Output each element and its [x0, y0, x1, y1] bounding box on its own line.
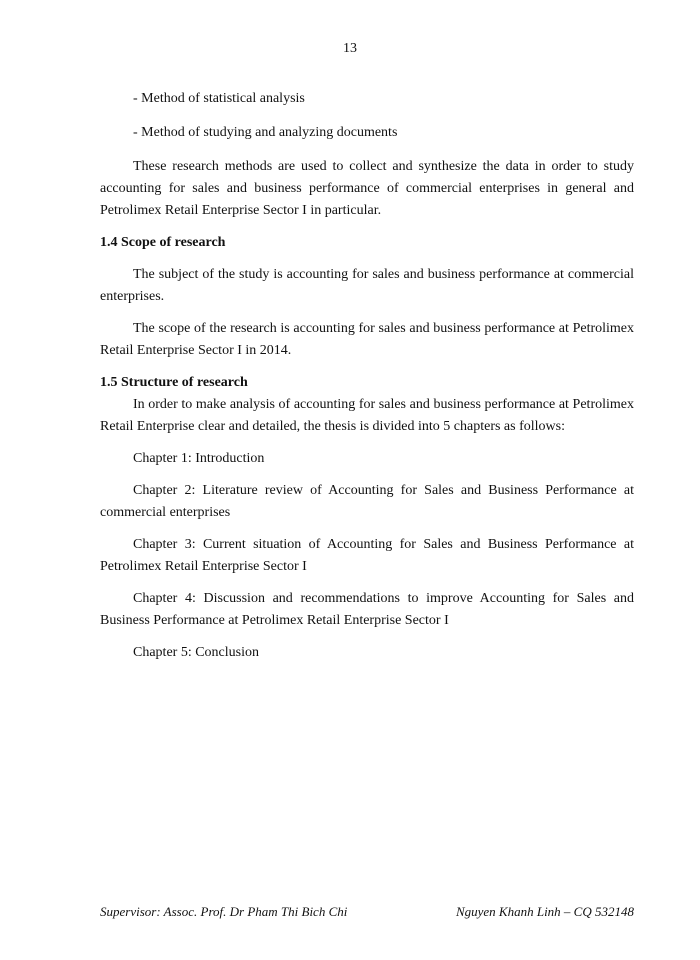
method-item: - Method of studying and analyzing documents	[133, 125, 398, 140]
intro-paragraph: These research methods are used to collect and synthesize the data in order to study accounting for sales and business performance of commercial enterprises in general and Petrolimex Retail Enterprise Sector I in particular.	[100, 159, 634, 218]
section-heading-scope: 1.4 Scope of research	[100, 235, 226, 250]
chapter-item: Chapter 3: Current situation of Accounting for Sales and Business Performance at Petrolimex Retail Enterprise Sector I	[100, 537, 634, 574]
page-footer	[100, 904, 634, 920]
document-body	[100, 88, 634, 664]
section-heading-structure: 1.5 Structure of research	[100, 375, 248, 390]
scope-paragraph: The scope of the research is accounting for sales and business performance at Petrolimex Retail Enterprise Sector I in 2014.	[100, 321, 634, 358]
chapter-item: Chapter 2: Literature review of Accounting for Sales and Business Performance at commercial enterprises	[100, 483, 634, 520]
footer-author: Nguyen Khanh Linh – CQ 532148	[455, 904, 634, 919]
chapter-item: Chapter 5: Conclusion	[133, 645, 259, 660]
scope-subject-paragraph: The subject of the study is accounting for sales and business performance at commercial enterprises.	[100, 267, 634, 304]
footer-supervisor: Supervisor: Assoc. Prof. Dr Pham Thi Bich Chi	[100, 904, 348, 919]
structure-intro-paragraph: In order to make analysis of accounting for sales and business performance at Petrolimex Retail Enterprise clear and detailed, the thesis is divided into 5 chapters as follows:	[100, 397, 634, 434]
chapter-item: Chapter 4: Discussion and recommendations to improve Accounting for Sales and Business Performance at Petrolimex Retail Enterprise Sector I	[100, 591, 634, 628]
method-item: - Method of statistical analysis	[133, 91, 305, 106]
chapter-item: Chapter 1: Introduction	[133, 451, 265, 466]
page-number: 13	[343, 41, 357, 56]
